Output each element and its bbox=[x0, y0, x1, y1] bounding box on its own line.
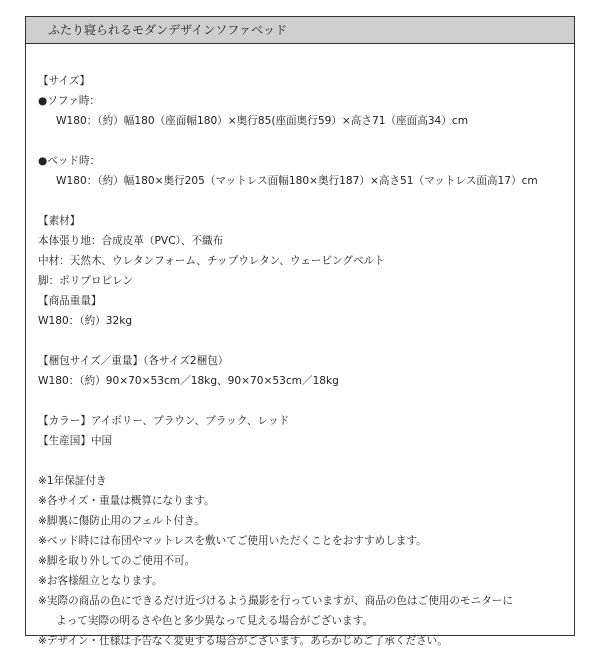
bed-dimensions: W180：（約）幅180×奥行205（マットレス面幅180×奥行187）×高さ51（マットレス面高17）cm bbox=[56, 175, 538, 187]
material-legs: 脚：ポリプロピレン bbox=[38, 275, 134, 287]
product-title: ふたり寝られるモダンデザインソファベッド bbox=[26, 17, 574, 44]
material-heading: 【素材】 bbox=[38, 215, 81, 227]
note-item: ※1年保証付き bbox=[38, 475, 107, 487]
weight-value: W180：（約）32kg bbox=[38, 315, 133, 327]
package-value: W180：（約）90×70×53cm／18kg、90×70×53cm／18kg bbox=[38, 375, 339, 387]
spec-box bbox=[25, 16, 575, 647]
note-item: ※実際の商品の色にできるだけ近づけるよう撮影を行っていますが、商品の色はご使用のモニターに bbox=[38, 595, 513, 607]
note-item-continued: よって実際の明るさや色と多少異なって見える場合がございます。 bbox=[56, 615, 373, 627]
bed-label: ●ベッド時： bbox=[38, 155, 101, 167]
color-line: 【カラー】アイボリー、ブラウン、ブラック、レッド bbox=[38, 415, 290, 427]
note-item: ※各サイズ・重量は概算になります。 bbox=[38, 495, 215, 507]
material-upholstery: 本体張り地：合成皮革（PVC）、不織布 bbox=[38, 235, 224, 247]
package-heading: 【梱包サイズ／重量】（各サイズ2梱包） bbox=[38, 355, 229, 367]
weight-heading: 【商品重量】 bbox=[38, 295, 102, 307]
note-item: ※脚を取り外してのご使用不可。 bbox=[38, 555, 196, 567]
origin-line: 【生産国】中国 bbox=[38, 435, 113, 447]
size-heading: 【サイズ】 bbox=[38, 75, 91, 87]
sofa-label: ●ソファ時： bbox=[38, 95, 100, 107]
note-item: ※脚裏に傷防止用のフェルト付き。 bbox=[38, 515, 205, 527]
note-item: ※ベッド時には布団やマットレスを敷いてご使用いただくことをおすすめします。 bbox=[38, 535, 427, 547]
note-item: ※お客様組立となります。 bbox=[38, 575, 163, 587]
sofa-dimensions: W180：（約）幅180（座面幅180）×奥行85(座面奥行59）×高さ71（座面高34）cm bbox=[56, 115, 469, 127]
material-filling: 中材：天然木、ウレタンフォーム、チップウレタン、ウェービングベルト bbox=[38, 255, 385, 267]
note-item: ※デザイン・仕様は予告なく変更する場合がございます。あらかじめご了承ください。 bbox=[38, 635, 448, 647]
